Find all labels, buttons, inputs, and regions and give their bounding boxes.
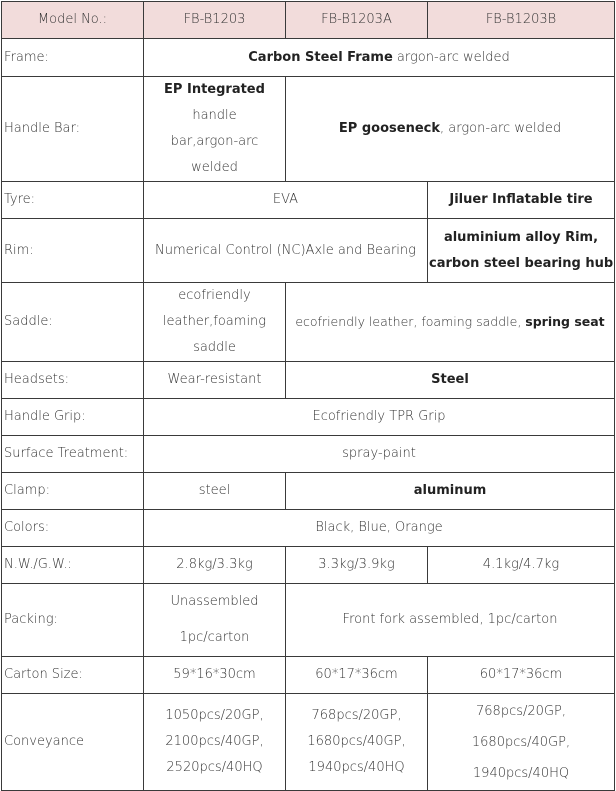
saddle-b1203-line2: leather,foaming [162, 314, 267, 329]
packing-b1203 [144, 584, 286, 657]
conveyance-b-line1: 768pcs/20GP, [476, 703, 566, 719]
clamp-b1203: steel [144, 473, 286, 510]
colors-value: Black, Blue, Orange [144, 510, 615, 547]
weight-b1203b: 4.1kg/4.7kg [428, 547, 615, 584]
handlebar-row [2, 77, 615, 182]
saddle-ab-rest: ecofriendly leather, foaming saddle, [295, 314, 526, 329]
saddle-row [2, 283, 615, 362]
tyre-row [2, 182, 615, 219]
colors-row [2, 510, 615, 547]
conveyance-b1203 [144, 694, 286, 791]
surface-row [2, 436, 615, 473]
handlebar-b1203 [144, 77, 286, 182]
headsets-label: Headsets: [2, 362, 144, 399]
saddle-b1203-line3: saddle [193, 340, 236, 355]
handlebar-ab [286, 77, 615, 182]
weight-row [2, 547, 615, 584]
conveyance-b1203b [428, 694, 615, 791]
rim-b [428, 219, 615, 283]
conveyance-a-line3: 1940pcs/40HQ [308, 760, 405, 775]
header-model-b1203: FB-B1203 [144, 2, 286, 39]
tyre-b-bold: Jiluer Inflatable tire [449, 192, 593, 207]
carton-label: Carton Size: [2, 657, 144, 694]
tyre-b1203-a: EVA [144, 182, 428, 219]
saddle-label: Saddle: [2, 283, 144, 362]
conveyance-label: Conveyance [2, 694, 144, 791]
packing-b1203-line1: Unassembled [170, 594, 259, 609]
header-model-b1203b: FB-B1203B [428, 2, 615, 39]
colors-label: Colors: [2, 510, 144, 547]
carton-b1203b: 60*17*36cm [428, 657, 615, 694]
grip-value: Ecofriendly TPR Grip [144, 399, 615, 436]
frame-label: Frame: [2, 39, 144, 77]
packing-ab: Front fork assembled, 1pc/carton [286, 584, 615, 657]
conveyance-b-line2: 1680pcs/40GP, [471, 734, 571, 750]
saddle-b1203 [144, 283, 286, 362]
handlebar-label: Handle Bar: [2, 77, 144, 182]
saddle-ab-bold: spring seat [525, 314, 605, 329]
packing-label: Packing: [2, 584, 144, 657]
handlebar-b1203-line3: welded [191, 160, 238, 175]
tyre-label: Tyre: [2, 182, 144, 219]
packing-b1203-line2: 1pc/carton [179, 630, 250, 645]
saddle-ab [286, 283, 615, 362]
conveyance-a-line2: 1680pcs/40GP, [307, 734, 406, 749]
spec-table [1, 1, 615, 791]
handlebar-b1203-line1 [145, 77, 284, 129]
handlebar-ab-rest: , argon-arc welded [440, 121, 562, 136]
conveyance-b1203-line3: 2520pcs/40HQ [166, 760, 263, 775]
clamp-label: Clamp: [2, 473, 144, 510]
rim-b1203-a: Numerical Control (NC)Axle and Bearing [144, 219, 428, 283]
rim-label: Rim: [2, 219, 144, 283]
handlebar-b1203-bold: EP Integrated [164, 82, 265, 97]
frame-value-bold: Carbon Steel Frame [248, 49, 393, 65]
handlebar-b1203-rest: handle [192, 108, 237, 123]
grip-label: Handle Grip: [2, 399, 144, 436]
conveyance-a-line1: 768pcs/20GP, [311, 708, 402, 723]
frame-value-rest: argon-arc welded [392, 49, 510, 65]
conveyance-b-line3: 1940pcs/40HQ [472, 765, 570, 781]
surface-label: Surface Treatment: [2, 436, 144, 473]
rim-row [2, 219, 615, 283]
carton-b1203: 59*16*30cm [144, 657, 286, 694]
conveyance-b1203a [286, 694, 428, 791]
packing-row [2, 584, 615, 657]
frame-value [144, 39, 615, 77]
rim-b-line2: carbon steel bearing hub [429, 255, 614, 271]
clamp-row [2, 473, 615, 510]
handlebar-ab-bold: EP gooseneck [338, 121, 440, 136]
saddle-b1203-line1: ecofriendly [178, 288, 251, 303]
header-model-b1203a: FB-B1203A [286, 2, 428, 39]
carton-row [2, 657, 615, 694]
headsets-ab-bold: Steel [431, 372, 469, 387]
weight-b1203a: 3.3kg/3.9kg [286, 547, 428, 584]
weight-label: N.W./G.W.: [2, 547, 144, 584]
conveyance-row [2, 694, 615, 791]
weight-b1203: 2.8kg/3.3kg [144, 547, 286, 584]
conveyance-b1203-line1: 1050pcs/20GP, [165, 708, 264, 723]
header-label: Model No.: [2, 2, 144, 39]
carton-b1203a: 60*17*36cm [286, 657, 428, 694]
clamp-ab-bold: aluminum [413, 483, 487, 498]
conveyance-b1203-line2: 2100pcs/40GP, [165, 734, 264, 749]
grip-row [2, 399, 615, 436]
handlebar-b1203-line2: bar,argon-arc [170, 134, 259, 149]
tyre-b [428, 182, 615, 219]
headsets-row [2, 362, 615, 399]
headsets-ab [286, 362, 615, 399]
frame-row [2, 39, 615, 77]
clamp-ab [286, 473, 615, 510]
header-row [2, 2, 615, 39]
rim-b-line1: aluminium alloy Rim, [443, 229, 599, 245]
headsets-b1203: Wear-resistant [144, 362, 286, 399]
surface-value: spray-paint [144, 436, 615, 473]
